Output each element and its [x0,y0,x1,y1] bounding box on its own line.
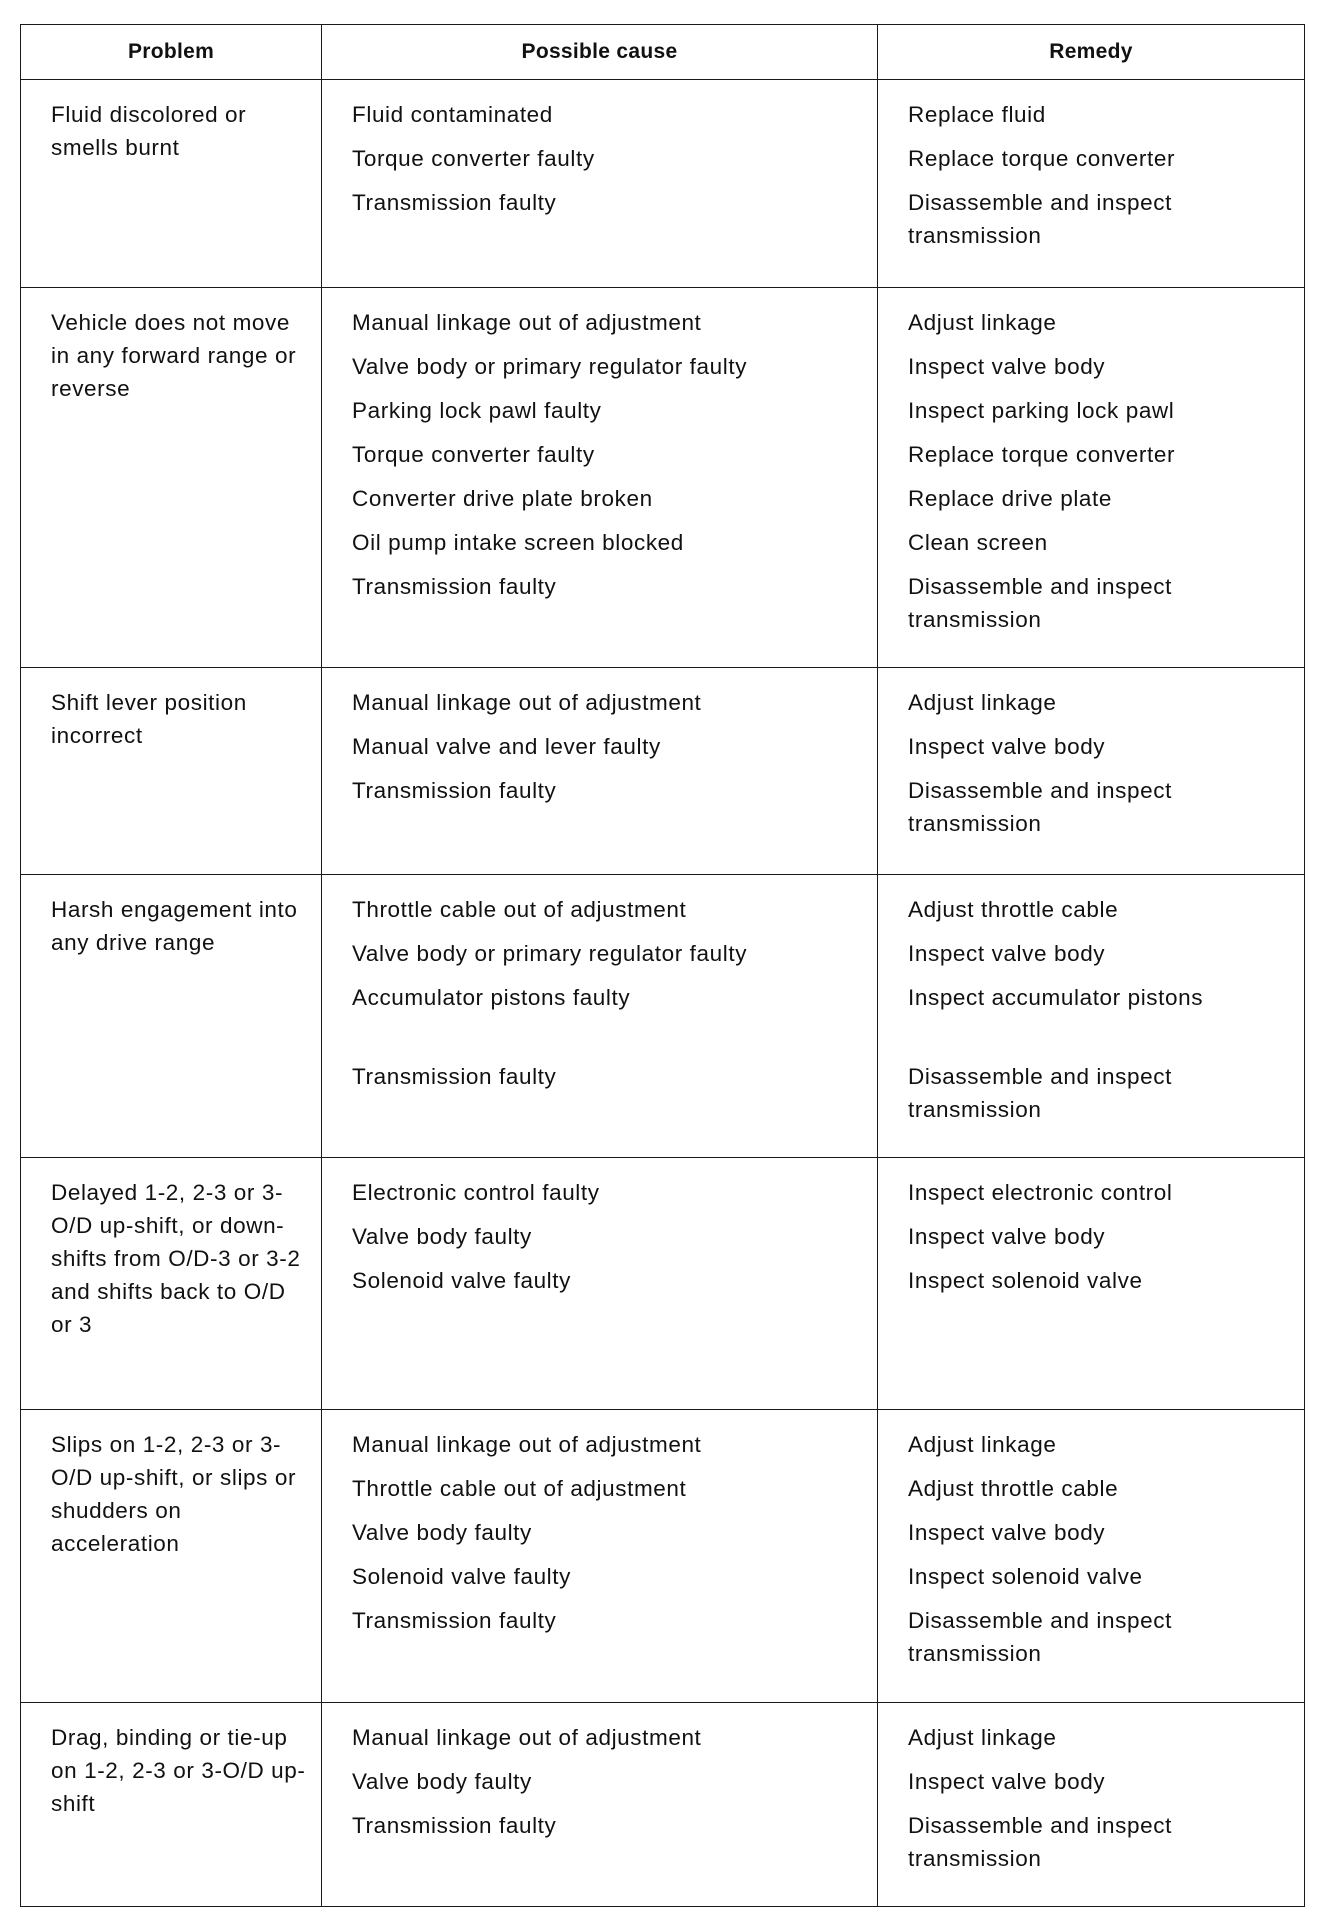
header-problem: Problem [21,25,322,80]
cause-cell [322,668,878,875]
table-row [21,80,1305,288]
cause-item: Transmission faulty [352,1813,557,1838]
cause-item: Throttle cable out of adjustment [352,897,687,922]
problem-cell [21,1703,322,1907]
table-row [21,1410,1305,1703]
remedy-cell [878,1410,1305,1703]
remedy-item: Adjust throttle cable [908,897,1119,922]
remedy-item: Disassemble and inspect transmission [908,1813,1172,1871]
problem-cell [21,668,322,875]
cause-item: Solenoid valve faulty [352,1268,571,1293]
table-row [21,1703,1305,1907]
problem-cell [21,1158,322,1410]
remedy-item: Clean screen [908,530,1048,555]
cause-item: Manual linkage out of adjustment [352,690,702,715]
remedy-item: Replace torque converter [908,442,1176,467]
remedy-item: Inspect valve body [908,941,1106,966]
cause-cell [322,1410,878,1703]
remedy-item: Inspect valve body [908,354,1106,379]
row-spacer [908,1025,1294,1060]
cause-item: Valve body faulty [352,1769,532,1794]
remedy-item: Inspect valve body [908,734,1106,759]
table-row [21,288,1305,668]
problem-cell [21,1410,322,1703]
problem-text: Fluid discolored or smells burnt [51,102,247,160]
remedy-item: Inspect valve body [908,1224,1106,1249]
remedy-item: Inspect electronic control [908,1180,1173,1205]
problem-text: Drag, binding or tie-up on 1-2, 2-3 or 3-O/D up-shift [51,1725,306,1816]
cause-item: Transmission faulty [352,1608,557,1633]
problem-text: Delayed 1-2, 2-3 or 3-O/D up-shift, or down-shifts from O/D-3 or 3-2 and shifts back to O/D or 3 [51,1180,301,1337]
cause-item: Converter drive plate broken [352,486,653,511]
cause-item: Transmission faulty [352,1064,557,1089]
problem-text: Vehicle does not move in any forward range or reverse [51,310,297,401]
cause-item: Parking lock pawl faulty [352,398,602,423]
cause-item: Valve body or primary regulator faulty [352,941,748,966]
cause-cell [322,80,878,288]
problem-cell [21,288,322,668]
cause-item: Oil pump intake screen blocked [352,530,684,555]
cause-item: Manual linkage out of adjustment [352,1432,702,1457]
remedy-item: Adjust linkage [908,1432,1057,1457]
remedy-item: Adjust throttle cable [908,1476,1119,1501]
remedy-cell [878,1703,1305,1907]
cause-item: Transmission faulty [352,778,557,803]
remedy-cell [878,875,1305,1158]
row-spacer [352,1025,867,1060]
cause-item: Throttle cable out of adjustment [352,1476,687,1501]
header-remedy: Remedy [878,25,1305,80]
problem-cell [21,80,322,288]
remedy-cell [878,288,1305,668]
troubleshooting-table [20,24,1305,1907]
cause-item: Manual valve and lever faulty [352,734,661,759]
remedy-cell [878,1158,1305,1410]
cause-item: Manual linkage out of adjustment [352,310,702,335]
remedy-item: Adjust linkage [908,310,1057,335]
cause-item: Valve body faulty [352,1224,532,1249]
remedy-item: Inspect accumulator pistons [908,985,1204,1010]
cause-item: Valve body faulty [352,1520,532,1545]
remedy-item: Inspect valve body [908,1769,1106,1794]
remedy-item: Inspect solenoid valve [908,1268,1143,1293]
remedy-item: Replace drive plate [908,486,1113,511]
cause-cell [322,1158,878,1410]
remedy-item: Replace torque converter [908,146,1176,171]
remedy-item: Disassemble and inspect transmission [908,1064,1172,1122]
cause-item: Transmission faulty [352,190,557,215]
remedy-item: Disassemble and inspect transmission [908,778,1172,836]
remedy-item: Inspect parking lock pawl [908,398,1175,423]
remedy-item: Replace fluid [908,102,1046,127]
cause-item: Torque converter faulty [352,442,595,467]
cause-item: Solenoid valve faulty [352,1564,571,1589]
problem-text: Slips on 1-2, 2-3 or 3-O/D up-shift, or slips or shudders on acceleration [51,1432,297,1556]
cause-cell [322,875,878,1158]
remedy-item: Adjust linkage [908,690,1057,715]
cause-item: Fluid contaminated [352,102,553,127]
remedy-item: Inspect solenoid valve [908,1564,1143,1589]
remedy-item: Disassemble and inspect transmission [908,574,1172,632]
table-row [21,875,1305,1158]
cause-item: Transmission faulty [352,574,557,599]
header-possible-cause: Possible cause [322,25,878,80]
problem-text: Shift lever position incorrect [51,690,247,748]
remedy-item: Disassemble and inspect transmission [908,190,1172,248]
remedy-item: Inspect valve body [908,1520,1106,1545]
remedy-cell [878,80,1305,288]
cause-item: Electronic control faulty [352,1180,600,1205]
cause-item: Accumulator pistons faulty [352,985,631,1010]
table-row [21,668,1305,875]
remedy-cell [878,668,1305,875]
cause-cell [322,1703,878,1907]
header-row [21,25,1305,80]
cause-item: Manual linkage out of adjustment [352,1725,702,1750]
table-row [21,1158,1305,1410]
problem-cell [21,875,322,1158]
cause-item: Valve body or primary regulator faulty [352,354,748,379]
remedy-item: Adjust linkage [908,1725,1057,1750]
cause-cell [322,288,878,668]
cause-item: Torque converter faulty [352,146,595,171]
remedy-item: Disassemble and inspect transmission [908,1608,1172,1666]
problem-text: Harsh engagement into any drive range [51,897,298,955]
